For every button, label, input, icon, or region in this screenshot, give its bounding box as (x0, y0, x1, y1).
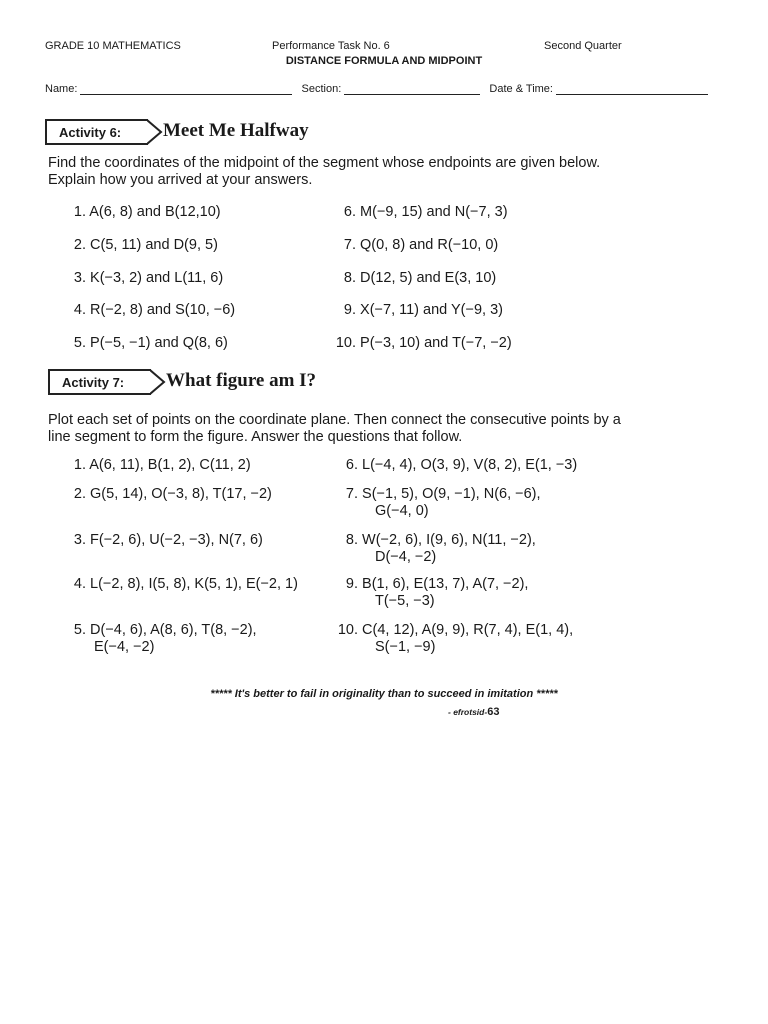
activity-6-title: Meet Me Halfway (163, 120, 309, 141)
footer-signature (448, 706, 499, 718)
page-number: 63 (487, 706, 500, 718)
list-item: 8. D(12, 5) and E(3, 10) (343, 270, 497, 286)
header-quarter: Second Quarter (544, 40, 622, 52)
name-label: Name: (45, 83, 78, 95)
activity-7-label: Activity 7: (48, 369, 151, 395)
list-item: 9. B(1, 6), E(13, 7), A(7, −2), T(−5, −3) (345, 576, 529, 609)
list-item: 9. X(−7, 11) and Y(−9, 3) (343, 302, 503, 318)
list-item: 7. Q(0, 8) and R(−10, 0) (343, 237, 499, 253)
list-item: 6. L(−4, 4), O(3, 9), V(8, 2), E(1, −3) (345, 457, 578, 473)
list-item: 5. D(−4, 6), A(8, 6), T(8, −2), E(−4, −2) (73, 622, 257, 655)
list-item: 10. C(4, 12), A(9, 9), R(7, 4), E(1, 4), S(−1, −9) (337, 622, 574, 655)
list-item: 10. P(−3, 10) and T(−7, −2) (335, 335, 512, 351)
list-item: 2. G(5, 14), O(−3, 8), T(17, −2) (73, 486, 272, 502)
footer-quote: ***** It's better to fail in originality than to succeed in imitation ***** (210, 688, 558, 700)
list-item: 1. A(6, 8) and B(12,10) (73, 204, 221, 220)
date-time-label: Date & Time: (489, 83, 553, 95)
list-item: 4. R(−2, 8) and S(10, −6) (73, 302, 236, 318)
name-field[interactable] (80, 83, 292, 95)
activity-7-title: What figure am I? (166, 370, 317, 391)
section-label: Section: (301, 83, 342, 95)
list-item: 1. A(6, 11), B(1, 2), C(11, 2) (73, 457, 251, 473)
list-item: 3. K(−3, 2) and L(11, 6) (73, 270, 224, 286)
date-time-field[interactable] (556, 83, 708, 95)
arrow-icon (150, 369, 166, 395)
list-item: 6. M(−9, 15) and N(−7, 3) (343, 204, 508, 220)
activity-7-instructions: Plot each set of points on the coordinate plane. Then connect the consecutive points by a line segment to form the figure. Answer the questions that follow. (48, 412, 621, 445)
activity-6-instructions: Find the coordinates of the midpoint of the segment whose endpoints are given below. Explain how you arrived at your answers. (48, 155, 601, 188)
list-item: 2. C(5, 11) and D(9, 5) (73, 237, 218, 253)
list-item: 7. S(−1, 5), O(9, −1), N(6, −6), G(−4, 0) (345, 486, 541, 519)
section-field[interactable] (344, 83, 480, 95)
list-item: 5. P(−5, −1) and Q(8, 6) (73, 335, 228, 351)
signature-text: - efrotsid- (448, 707, 488, 717)
header-task: Performance Task No. 6 (272, 40, 390, 52)
activity-6-label: Activity 6: (45, 119, 148, 145)
list-item: 4. L(−2, 8), I(5, 8), K(5, 1), E(−2, 1) (73, 576, 298, 592)
document-title: DISTANCE FORMULA AND MIDPOINT (285, 55, 483, 67)
list-item: 8. W(−2, 6), I(9, 6), N(11, −2), D(−4, −2) (345, 532, 536, 565)
header-subject: GRADE 10 MATHEMATICS (45, 40, 181, 52)
student-info-fields (45, 83, 725, 95)
arrow-icon (147, 119, 163, 145)
list-item: 3. F(−2, 6), U(−2, −3), N(7, 6) (73, 532, 263, 548)
